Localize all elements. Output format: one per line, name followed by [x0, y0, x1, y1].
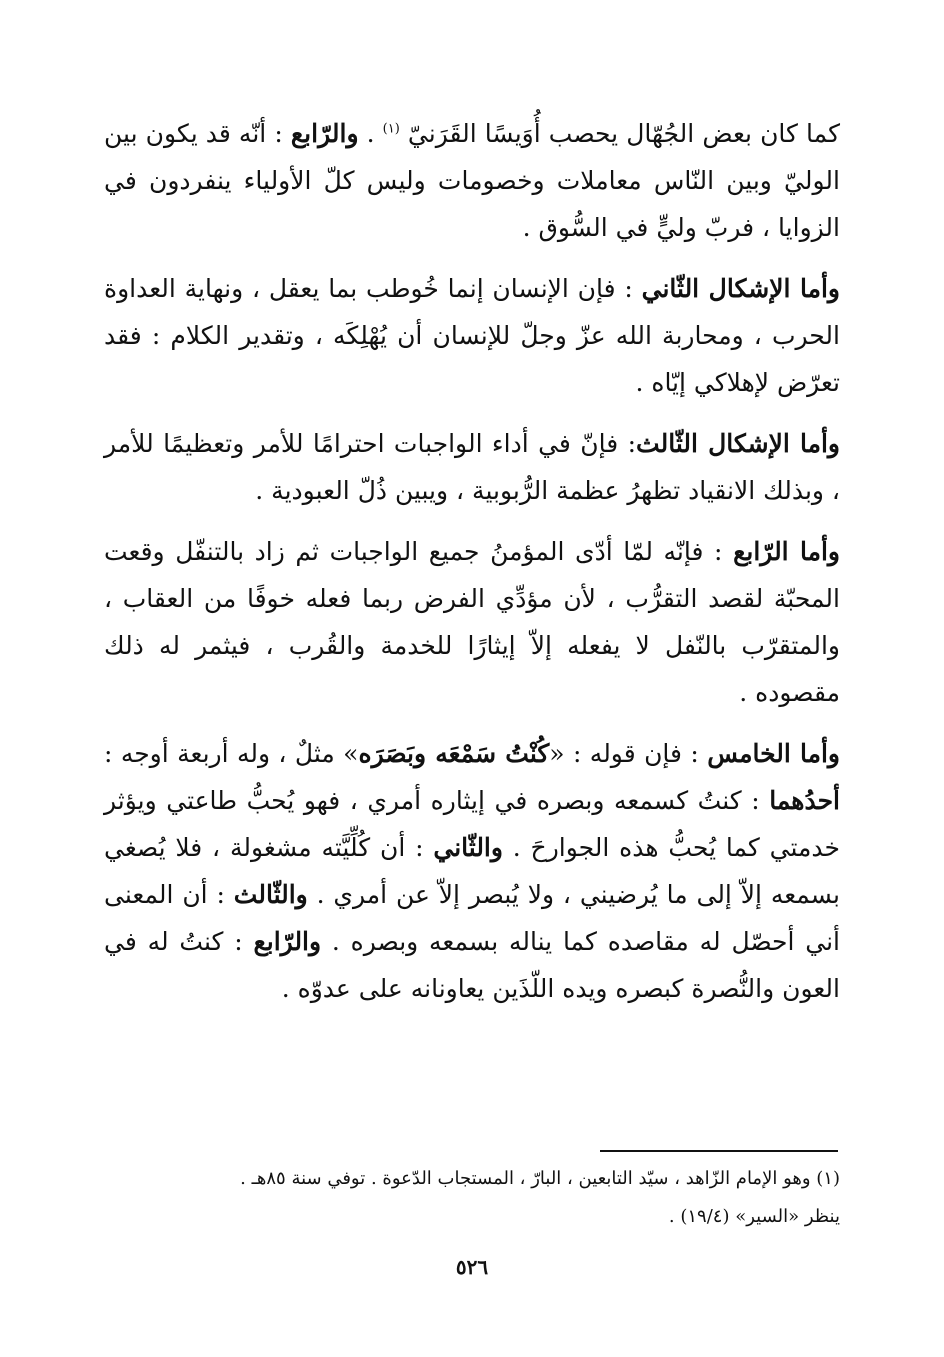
paragraph-3 — [104, 420, 840, 514]
bold-heading-run: وأما الرّابع — [733, 537, 840, 566]
paragraph-2 — [104, 265, 840, 406]
footnote-divider — [600, 1150, 838, 1152]
text-run: . — [358, 119, 383, 148]
footnote-line-2: ينظر «السير» (١٩/٤) . — [668, 1206, 840, 1227]
bold-heading-run: والثّاني — [433, 833, 503, 862]
footnote-line-1: (١) وهو الإمام الزّاهد ، سيّد التابعين ، البارّ ، المستجاب الدّعوة . توفي سنة ٨٥هـ . — [240, 1168, 840, 1189]
text-run: » مثلٌ ، وله أربعة أوجه : — [104, 739, 359, 768]
bold-heading-run: والثّالث — [233, 880, 308, 909]
bold-heading-run: وأما الإشكال الثّالث — [636, 429, 840, 458]
bold-heading-run: وأما الخامس — [707, 739, 841, 768]
bold-heading-run: أحدُهما — [769, 786, 840, 815]
page-number: ٥٢٦ — [455, 1255, 489, 1279]
text-run: : أن المعنى أني أحصّل له مقاصده كما يناله بسمعه وبصره . — [104, 880, 840, 956]
paragraph-5 — [104, 730, 840, 1012]
footnote — [104, 1160, 840, 1236]
bold-heading-run: والرّابع — [253, 927, 322, 956]
text-run: : أنّه قد يكون بين الوليّ وبين النّاس معاملات وخصومات وليس كلّ الأولياء ينفردون في الزوايا ، فربّ وليٍّ في السُّوق . — [104, 119, 840, 242]
bold-heading-run: كُنْتُ سَمْعَه وبَصَرَه — [358, 739, 550, 768]
paragraph-4 — [104, 528, 840, 716]
text-run: : كنتُ له في العون والنُّصرة كبصره ويده اللّذَين يعاونانه على عدوّه . — [104, 927, 840, 1003]
footnote-marker: (١) — [382, 121, 400, 137]
text-run: : فإن قوله : « — [549, 739, 708, 768]
text-run: كما كان بعض الجُهّال يحصب أُوَيسًا القَرَنيّ — [399, 119, 841, 148]
text-run: : فإن الإنسان إنما خُوطب بما يعقل ، ونهاية العداوة الحرب ، ومحاربة الله عزّ وجلّ للإنسان أن يُهْلِكَه ، وتقدير الكلام : فقد تعرّض لإهلاكي إيّاه . — [104, 274, 840, 397]
text-run: : فإنّه لمّا أدّى المؤمنُ جميع الواجبات ثم زاد بالتنفّل وقعت المحبّة لقصد التقرُّب ، لأن مؤدِّي الفرض ربما فعله خوفًا من العقاب ، والمتقرّب بالنّفل لا يفعله إلاّ إيثارًا للخدمة والقُرب ، فيثمر له ذلك مقصوده . — [104, 537, 840, 707]
page-body — [104, 110, 840, 1026]
text-run: : فإنّ في أداء الواجبات احترامًا للأمر وتعظيمًا للأمر ، وبذلك الانقياد تظهرُ عظمة الرُّبوبية ، ويبين ذُلّ العبودية . — [104, 429, 840, 505]
text-run: : كنتُ كسمعه وبصره في إيثاره أمري ، فهو يُحبُّ طاعتي ويؤثر خدمتي كما يُحبُّ هذه الجوارحَ . — [104, 786, 841, 862]
bold-heading-run: وأما الإشكال الثّاني — [641, 274, 840, 303]
text-run: : أن كُلِّيَّته مشغولة ، فلا يُصغي بسمعه إلاّ إلى ما يُرضيني ، ولا يُبصر إلاّ عن أمري . — [104, 833, 840, 909]
bold-heading-run: والرّابع — [290, 119, 359, 148]
paragraph-1 — [104, 110, 840, 251]
